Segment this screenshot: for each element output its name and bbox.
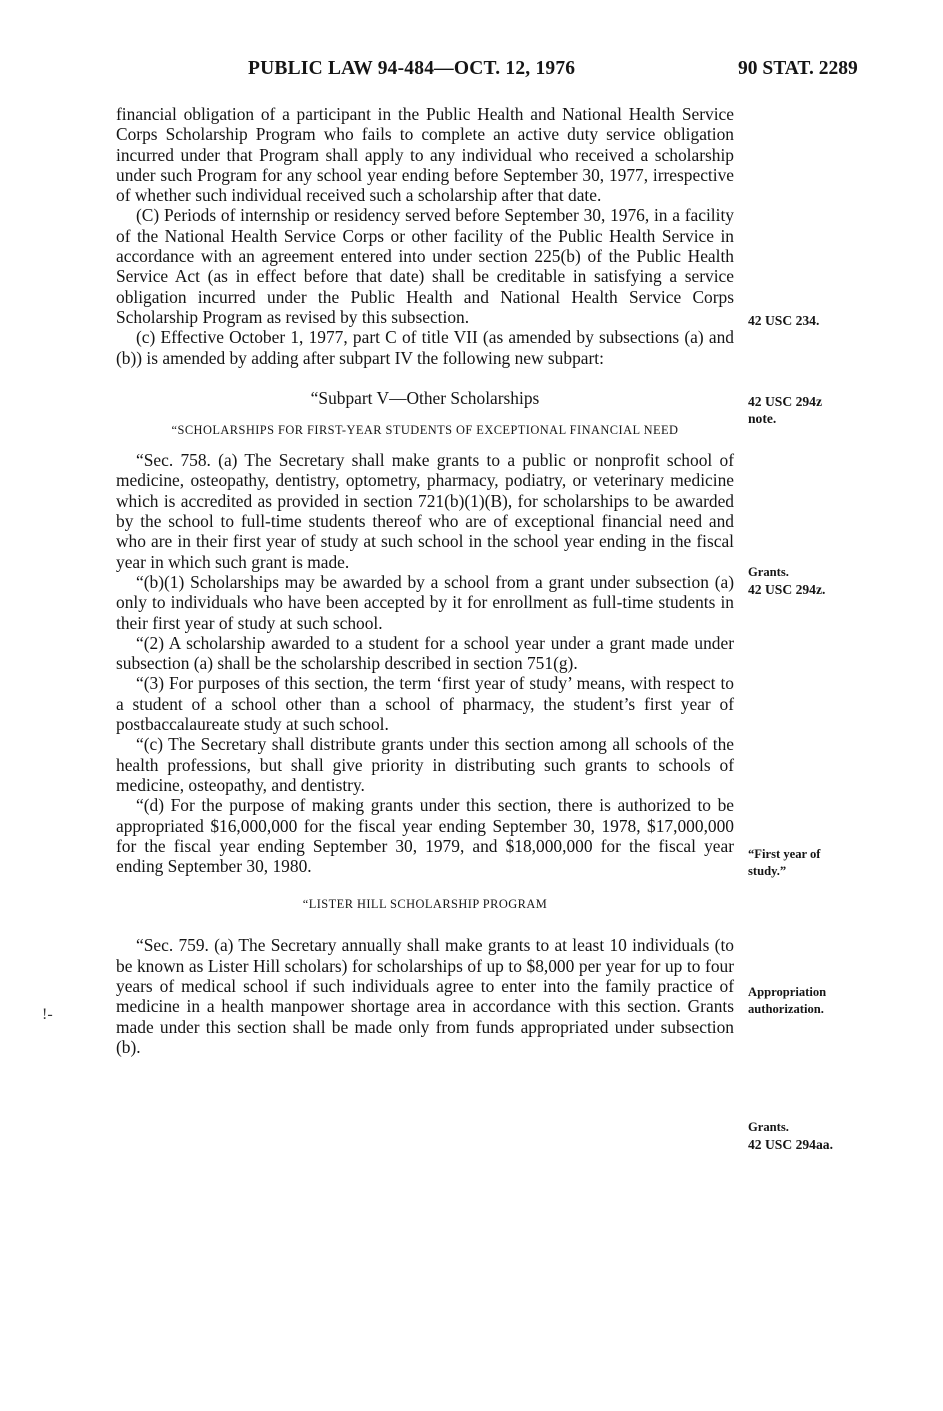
- section-heading-first-year: “SCHOLARSHIPS FOR FIRST-YEAR STUDENTS OF EXCEPTIONAL FINANCIAL NEED: [171, 423, 679, 438]
- paragraph-sec-758-b1: “(b)(1) Scholarships may be awarded by a school from a grant under subsection (a) only to individuals who have been accepted by it for enrollment as full-time students in their first year of study at such school.: [116, 571, 734, 633]
- paragraph-sec-759-a: “Sec. 759. (a) The Secretary annually shall make grants to at least 10 individuals (to be known as Lister Hill scholars) for scholarships of up to $8,000 per year for up to four years of medical school if such individuals agree to enter into the family practice of medicine in a health manpower shortage area in accordance with this section. Grants made under this section shall be made only from funds appropriated under subsection (b).: [116, 935, 734, 1057]
- header-title: PUBLIC LAW 94-484—OCT. 12, 1976: [248, 58, 576, 79]
- paragraph-c-effective: (c) Effective October 1, 1977, part C of title VII (as amended by subsections (a) and (b)) is amended by adding after subpart IV the following new subpart:: [116, 327, 734, 368]
- margin-note-text: 42 USC 234.: [748, 313, 820, 328]
- margin-note-text: 42 USC 294z.: [748, 582, 826, 597]
- paragraph-sec-758-b3: “(3) For purposes of this section, the term ‘first year of study’ means, with respect to a student of a school other than a school of pharmacy, the student’s first year of postbaccalaureate study at such school.: [116, 673, 734, 735]
- paragraph-c-internship: (C) Periods of internship or residency served before September 30, 1976, in a facility of the National Health Service Corps or other facility of the Public Health Service in accordance with an agreement entered into under section 225(b) of the Public Health Service Act (as in effect before that date) shall be creditable in satisfying a service obligation incurred under the Public Health and National Health Service Corps Scholarship Program as revised by this subsection.: [116, 205, 734, 327]
- margin-note-first-year-of-study: [748, 846, 938, 880]
- paragraph-sec-758-b2: “(2) A scholarship awarded to a student for a school year under a grant made under subsection (a) shall be the scholarship described in section 751(g).: [116, 632, 734, 674]
- margin-note-text: Grants.: [748, 565, 789, 579]
- margin-note-grants-294z: [748, 564, 938, 598]
- margin-note-text: Grants.: [748, 1120, 789, 1134]
- stray-scan-mark: !-: [42, 1006, 53, 1023]
- paragraph-sec-758-c: “(c) The Secretary shall distribute grants under this section among all schools of the health professions, but shall give priority in distributing such grants to schools of medicine, osteopathy, and dentistry.: [116, 734, 734, 795]
- margin-note-42-usc-234: [748, 312, 938, 329]
- paragraph-sec-758-a: “Sec. 758. (a) The Secretary shall make grants to a public or nonprofit school of medicine, osteopathy, dentistry, optometry, pharmacy, podiatry, or veterinary medicine which is accredited as provided in section 721(b)(1)(B), for scholarships to be awarded by the school to full-time students thereof who are of exceptional financial need and who are in their first year of study at such school in the school year ending in the fiscal year in which such grant is made.: [116, 450, 734, 572]
- paragraph-sec-758-d: “(d) For the purpose of making grants under this section, there is authorized to be appropriated $16,000,000 for the fiscal year ending September 30, 1978, $17,000,000 for the fiscal year ending September 30, 1979, and $18,000,000 for the fiscal year ending September 30, 1980.: [116, 795, 734, 877]
- section-heading-lister-hill: “LISTER HILL SCHOLARSHIP PROGRAM: [302, 897, 548, 912]
- margin-note-text: 42 USC 294aa.: [748, 1137, 833, 1152]
- margin-note-text: Appropriation: [748, 985, 827, 999]
- margin-note-grants-294aa: [748, 1119, 938, 1153]
- paragraph-continuation: financial obligation of a participant in the Public Health and National Health Service Corps Scholarship Program who fails to complete an active duty service obligation incurred under that Program shall apply to any individual who received a scholarship under such Program for any school year ending before September 30, 1977, irrespective of whether such individual received such a scholarship after that date.: [116, 104, 734, 206]
- header-stat-citation: 90 STAT. 2289: [738, 58, 858, 79]
- body-text: [116, 104, 734, 1057]
- margin-note-text: 42 USC 294z: [748, 394, 823, 409]
- margin-note-42-usc-294z-note: [748, 393, 938, 427]
- page-header: [0, 58, 943, 86]
- margin-note-text: “First year of: [748, 847, 821, 861]
- margin-note-text: authorization.: [748, 1002, 824, 1016]
- margin-note-text: note.: [748, 411, 777, 426]
- margin-note-appropriation-authorization: [748, 984, 938, 1018]
- subpart-heading: “Subpart V—Other Scholarships: [310, 387, 540, 408]
- margin-note-text: study.”: [748, 864, 787, 878]
